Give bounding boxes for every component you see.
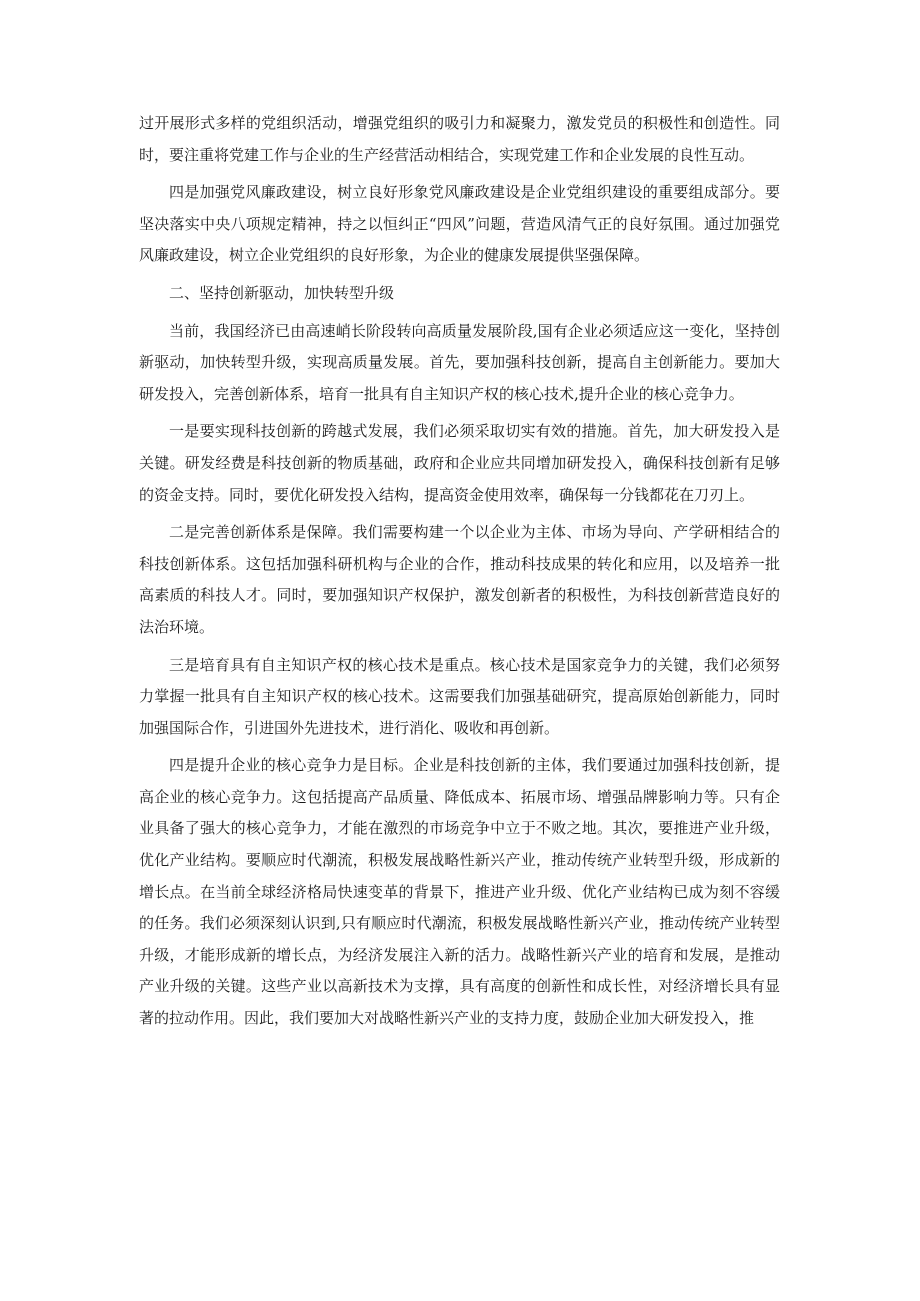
paragraph-point-three: 三是培育具有自主知识产权的核心技术是重点。核心技术是国家竞争力的关键，我们必须努力掌握一批具有自主知识产权的核心技术。这需要我们加强基础研究，提高原始创新能力，同时加强国际合作，引进国外先进技术，进行消化、吸收和再创新。: [139, 655, 780, 737]
paragraph-point-four: 四是提升企业的核心竞争力是目标。企业是科技创新的主体，我们要通过加强科技创新，提高企业的核心竞争力。这包括提高产品质量、降低成本、拓展市场、增强品牌影响力等。只有企业具备了强大的核心竞争力，才能在激烈的市场竞争中立于不败之地。其次，要推进产业升级，优化产业结构。要顺应时代潮流，积极发展战略性新兴产业，推动传统产业转型升级，形成新的增长点。在当前全球经济格局快速变革的背景下，推进产业升级、优化产业结构已成为刻不容缓的任务。我们必须深刻认识到,只有顺应时代潮流，积极发展战略性新兴产业，推动传统产业转型升级，才能形成新的增长点，为经济发展注入新的活力。战略性新兴产业的培育和发展，是推动产业升级的关键。这些产业以高新技术为支撑，具有高度的创新性和成长性，对经济增长具有显著的拉动作用。因此，我们要加大对战略性新兴产业的支持力度，鼓励企业加大研发投入，推: [139, 756, 780, 1028]
paragraph-current-situation: 当前，我国经济已由高速峭长阶段转向高质量发展阶段,国有企业必须适应这一变化，坚持创新驱动，加快转型升级，实现高质量发展。首先，要加强科技创新，提高自主创新能力。要加大研发投入，完善创新体系，培育一批具有自主知识产权的核心技术,提升企业的核心竞争力。: [139, 321, 780, 403]
paragraph-point-one: 一是要实现科技创新的跨越式发展，我们必须采取切实有效的措施。首先，加大研发投入是关键。研发经费是科技创新的物质基础，政府和企业应共同增加研发投入，确保科技创新有足够的资金支持。同时，要优化研发投入结构，提高资金使用效率，确保每一分钱都花在刀刃上。: [139, 422, 780, 504]
document-body: [139, 108, 780, 1035]
paragraph-point-two: 二是完善创新体系是保障。我们需要构建一个以企业为主体、市场为导向、产学研相结合的科技创新体系。这包括加强科研机构与企业的合作，推动科技成果的转化和应用，以及培养一批高素质的科技人才。同时，要加强知识产权保护，激发创新者的积极性，为科技创新营造良好的法治环境。: [139, 523, 780, 636]
paragraph-continuation: 过开展形式多样的党组织活动，增强党组织的吸引力和凝聚力，激发党员的积极性和创造性。同时，要注重将党建工作与企业的生产经营活动相结合，实现党建工作和企业发展的良性互动。: [139, 114, 780, 164]
section-heading-innovation: 二、坚持创新驱动，加快转型升级: [169, 283, 395, 302]
paragraph-integrity-building: 四是加强党风廉政建设，树立良好形象党风廉政建设是企业党组织建设的重要组成部分。要坚决落实中央八项规定精神，持之以恒纠正“四风”问题，营造风清气正的良好氛围。通过加强党风廉政建设，树立企业党组织的良好形象，为企业的健康发展提供坚强保障。: [139, 183, 780, 265]
